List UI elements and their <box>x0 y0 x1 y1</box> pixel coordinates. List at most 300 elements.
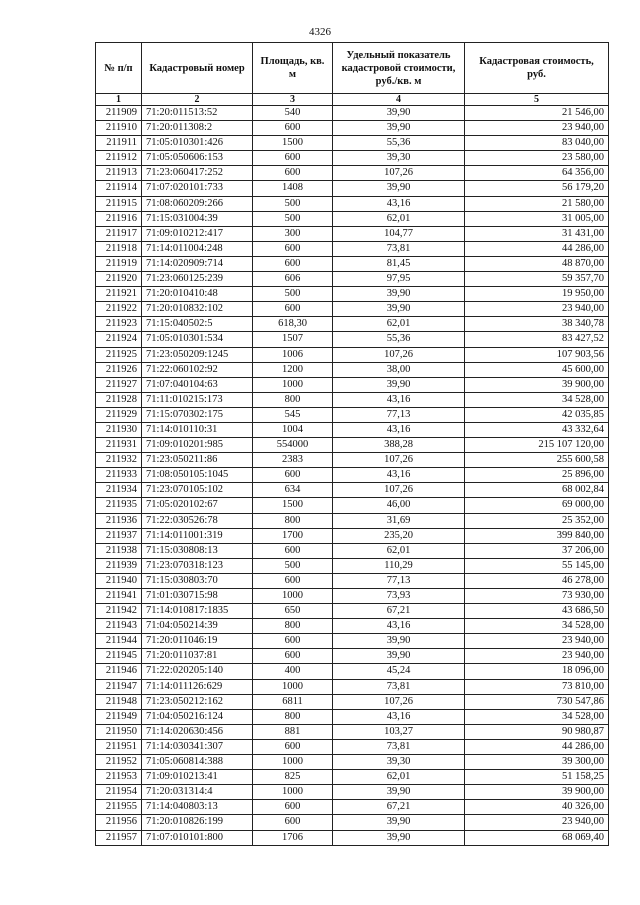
cadastral-value-cell: 83 427,52 <box>465 332 609 347</box>
unit-value-cell: 73,81 <box>333 241 465 256</box>
unit-value-cell: 107,26 <box>333 483 465 498</box>
row-number-cell: 211925 <box>96 347 142 362</box>
row-number-cell: 211955 <box>96 800 142 815</box>
row-number-cell: 211956 <box>96 815 142 830</box>
table-row <box>96 241 609 256</box>
unit-value-cell: 39,90 <box>333 121 465 136</box>
area-cell: 1004 <box>253 422 333 437</box>
row-number-cell: 211951 <box>96 739 142 754</box>
area-cell: 606 <box>253 272 333 287</box>
row-number-cell: 211928 <box>96 392 142 407</box>
row-number-cell: 211936 <box>96 513 142 528</box>
row-number-cell: 211934 <box>96 483 142 498</box>
cadastral-number-cell: 71:23:050211:86 <box>142 453 253 468</box>
area-cell: 634 <box>253 483 333 498</box>
cadastral-value-cell: 40 326,00 <box>465 800 609 815</box>
area-cell: 600 <box>253 241 333 256</box>
cadastral-value-cell: 23 940,00 <box>465 649 609 664</box>
area-cell: 600 <box>253 543 333 558</box>
cadastral-value-cell: 34 528,00 <box>465 392 609 407</box>
row-number-cell: 211948 <box>96 694 142 709</box>
unit-value-cell: 81,45 <box>333 256 465 271</box>
table-row <box>96 196 609 211</box>
row-number-cell: 211914 <box>96 181 142 196</box>
table-row <box>96 332 609 347</box>
unit-value-cell: 39,30 <box>333 755 465 770</box>
table-row <box>96 755 609 770</box>
cadastral-number-cell: 71:20:011513:52 <box>142 106 253 121</box>
row-number-cell: 211909 <box>96 106 142 121</box>
header-cadastral-value: Кадастровая стоимость, руб. <box>465 43 609 94</box>
row-number-cell: 211943 <box>96 619 142 634</box>
table-row <box>96 407 609 422</box>
cadastral-value-cell: 45 600,00 <box>465 362 609 377</box>
area-cell: 800 <box>253 392 333 407</box>
unit-value-cell: 67,21 <box>333 604 465 619</box>
cadastral-value-cell: 44 286,00 <box>465 739 609 754</box>
area-cell: 500 <box>253 558 333 573</box>
area-cell: 600 <box>253 634 333 649</box>
unit-value-cell: 39,90 <box>333 302 465 317</box>
table-row <box>96 362 609 377</box>
unit-value-cell: 39,90 <box>333 634 465 649</box>
unit-value-cell: 77,13 <box>333 407 465 422</box>
area-cell: 600 <box>253 166 333 181</box>
table-row <box>96 453 609 468</box>
cadastral-number-cell: 71:07:040104:63 <box>142 377 253 392</box>
unit-value-cell: 97,95 <box>333 272 465 287</box>
cadastral-number-cell: 71:15:040502:5 <box>142 317 253 332</box>
unit-value-cell: 39,90 <box>333 649 465 664</box>
area-cell: 6811 <box>253 694 333 709</box>
cadastral-value-cell: 59 357,70 <box>465 272 609 287</box>
row-number-cell: 211935 <box>96 498 142 513</box>
unit-value-cell: 39,90 <box>333 785 465 800</box>
cadastral-value-cell: 73 930,00 <box>465 589 609 604</box>
area-cell: 1000 <box>253 589 333 604</box>
table-row <box>96 649 609 664</box>
table-row <box>96 785 609 800</box>
row-number-cell: 211924 <box>96 332 142 347</box>
cadastral-number-cell: 71:07:020101:733 <box>142 181 253 196</box>
area-cell: 618,30 <box>253 317 333 332</box>
cadastral-value-cell: 46 278,00 <box>465 573 609 588</box>
cadastral-number-cell: 71:15:070302:175 <box>142 407 253 422</box>
cadastral-number-cell: 71:15:030808:13 <box>142 543 253 558</box>
cadastral-value-cell: 21 546,00 <box>465 106 609 121</box>
area-cell: 600 <box>253 151 333 166</box>
area-cell: 500 <box>253 196 333 211</box>
cadastral-number-cell: 71:05:010301:426 <box>142 136 253 151</box>
table-row <box>96 589 609 604</box>
area-cell: 1000 <box>253 679 333 694</box>
table-row <box>96 724 609 739</box>
cadastral-number-cell: 71:05:060814:388 <box>142 755 253 770</box>
cadastral-number-cell: 71:14:011001:319 <box>142 528 253 543</box>
cadastral-number-cell: 71:05:050606:153 <box>142 151 253 166</box>
cadastral-value-cell: 68 069,40 <box>465 830 609 845</box>
table-row <box>96 377 609 392</box>
cadastral-number-cell: 71:05:020102:67 <box>142 498 253 513</box>
row-number-cell: 211952 <box>96 755 142 770</box>
table-row <box>96 664 609 679</box>
row-number-cell: 211938 <box>96 543 142 558</box>
cadastral-number-cell: 71:14:011126:629 <box>142 679 253 694</box>
unit-value-cell: 38,00 <box>333 362 465 377</box>
cadastral-value-cell: 55 145,00 <box>465 558 609 573</box>
table-row <box>96 256 609 271</box>
area-cell: 1706 <box>253 830 333 845</box>
unit-value-cell: 104,77 <box>333 226 465 241</box>
cadastral-number-cell: 71:20:011037:81 <box>142 649 253 664</box>
cadastral-value-cell: 25 896,00 <box>465 468 609 483</box>
cadastral-number-cell: 71:14:020630:456 <box>142 724 253 739</box>
table-row <box>96 558 609 573</box>
cadastral-value-cell: 83 040,00 <box>465 136 609 151</box>
row-number-cell: 211944 <box>96 634 142 649</box>
area-cell: 1500 <box>253 498 333 513</box>
area-cell: 600 <box>253 815 333 830</box>
cadastral-value-cell: 21 580,00 <box>465 196 609 211</box>
cadastral-number-cell: 71:23:070105:102 <box>142 483 253 498</box>
cadastral-value-cell: 399 840,00 <box>465 528 609 543</box>
row-number-cell: 211933 <box>96 468 142 483</box>
area-cell: 600 <box>253 800 333 815</box>
area-cell: 1000 <box>253 377 333 392</box>
area-cell: 1000 <box>253 755 333 770</box>
table-row <box>96 573 609 588</box>
table-row <box>96 136 609 151</box>
table-row <box>96 302 609 317</box>
area-cell: 500 <box>253 287 333 302</box>
cadastral-number-cell: 71:20:011046:19 <box>142 634 253 649</box>
area-cell: 600 <box>253 573 333 588</box>
row-number-cell: 211918 <box>96 241 142 256</box>
unit-value-cell: 62,01 <box>333 770 465 785</box>
table-row <box>96 226 609 241</box>
cadastral-number-cell: 71:22:020205:140 <box>142 664 253 679</box>
area-cell: 800 <box>253 709 333 724</box>
unit-value-cell: 43,16 <box>333 709 465 724</box>
row-number-cell: 211953 <box>96 770 142 785</box>
cadastral-number-cell: 71:20:031314:4 <box>142 785 253 800</box>
row-number-cell: 211942 <box>96 604 142 619</box>
row-number-cell: 211946 <box>96 664 142 679</box>
area-cell: 400 <box>253 664 333 679</box>
row-number-cell: 211947 <box>96 679 142 694</box>
unit-value-cell: 55,36 <box>333 136 465 151</box>
area-cell: 1700 <box>253 528 333 543</box>
cadastral-value-cell: 39 900,00 <box>465 377 609 392</box>
table-row <box>96 181 609 196</box>
unit-value-cell: 45,24 <box>333 664 465 679</box>
column-number: 3 <box>253 94 333 106</box>
row-number-cell: 211921 <box>96 287 142 302</box>
cadastral-value-cell: 255 600,58 <box>465 453 609 468</box>
row-number-cell: 211941 <box>96 589 142 604</box>
cadastral-number-cell: 71:20:010410:48 <box>142 287 253 302</box>
table-row <box>96 438 609 453</box>
cadastral-value-table <box>95 42 609 846</box>
table-row <box>96 513 609 528</box>
header-row-number: № п/п <box>96 43 142 94</box>
cadastral-value-cell: 215 107 120,00 <box>465 438 609 453</box>
unit-value-cell: 46,00 <box>333 498 465 513</box>
row-number-cell: 211923 <box>96 317 142 332</box>
row-number-cell: 211912 <box>96 151 142 166</box>
cadastral-number-cell: 71:22:030526:78 <box>142 513 253 528</box>
table-body <box>96 106 609 846</box>
cadastral-number-cell: 71:04:050214:39 <box>142 619 253 634</box>
unit-value-cell: 39,30 <box>333 151 465 166</box>
area-cell: 600 <box>253 256 333 271</box>
unit-value-cell: 55,36 <box>333 332 465 347</box>
unit-value-cell: 73,81 <box>333 679 465 694</box>
unit-value-cell: 39,90 <box>333 377 465 392</box>
area-cell: 800 <box>253 513 333 528</box>
area-cell: 600 <box>253 121 333 136</box>
cadastral-value-cell: 18 096,00 <box>465 664 609 679</box>
area-cell: 881 <box>253 724 333 739</box>
cadastral-value-cell: 31 431,00 <box>465 226 609 241</box>
area-cell: 600 <box>253 302 333 317</box>
cadastral-value-cell: 37 206,00 <box>465 543 609 558</box>
table-row <box>96 634 609 649</box>
cadastral-number-cell: 71:14:040803:13 <box>142 800 253 815</box>
area-cell: 1500 <box>253 136 333 151</box>
cadastral-value-cell: 39 900,00 <box>465 785 609 800</box>
unit-value-cell: 39,90 <box>333 181 465 196</box>
row-number-cell: 211954 <box>96 785 142 800</box>
area-cell: 600 <box>253 468 333 483</box>
row-number-cell: 211929 <box>96 407 142 422</box>
column-number: 4 <box>333 94 465 106</box>
table-row <box>96 679 609 694</box>
cadastral-number-cell: 71:15:030803:70 <box>142 573 253 588</box>
table-row <box>96 483 609 498</box>
column-number: 5 <box>465 94 609 106</box>
cadastral-value-cell: 68 002,84 <box>465 483 609 498</box>
cadastral-number-cell: 71:23:060417:252 <box>142 166 253 181</box>
unit-value-cell: 43,16 <box>333 422 465 437</box>
table-row <box>96 709 609 724</box>
cadastral-number-cell: 71:15:031004:39 <box>142 211 253 226</box>
cadastral-number-cell: 71:14:010110:31 <box>142 422 253 437</box>
unit-value-cell: 31,69 <box>333 513 465 528</box>
cadastral-value-cell: 69 000,00 <box>465 498 609 513</box>
cadastral-number-cell: 71:14:030341:307 <box>142 739 253 754</box>
table-row <box>96 800 609 815</box>
cadastral-number-cell: 71:23:060125:239 <box>142 272 253 287</box>
column-number: 2 <box>142 94 253 106</box>
cadastral-value-cell: 64 356,00 <box>465 166 609 181</box>
header-cadastral-number: Кадастровый номер <box>142 43 253 94</box>
row-number-cell: 211913 <box>96 166 142 181</box>
table-row <box>96 151 609 166</box>
column-number: 1 <box>96 94 142 106</box>
row-number-cell: 211927 <box>96 377 142 392</box>
cadastral-value-cell: 34 528,00 <box>465 619 609 634</box>
column-number-row <box>96 94 609 106</box>
cadastral-value-cell: 90 980,87 <box>465 724 609 739</box>
table-row <box>96 392 609 407</box>
unit-value-cell: 62,01 <box>333 317 465 332</box>
cadastral-number-cell: 71:08:050105:1045 <box>142 468 253 483</box>
cadastral-number-cell: 71:09:010213:41 <box>142 770 253 785</box>
table-row <box>96 604 609 619</box>
cadastral-value-cell: 44 286,00 <box>465 241 609 256</box>
cadastral-number-cell: 71:23:050209:1245 <box>142 347 253 362</box>
table-row <box>96 272 609 287</box>
row-number-cell: 211911 <box>96 136 142 151</box>
table-row <box>96 815 609 830</box>
cadastral-value-cell: 43 686,50 <box>465 604 609 619</box>
row-number-cell: 211930 <box>96 422 142 437</box>
unit-value-cell: 62,01 <box>333 543 465 558</box>
area-cell: 800 <box>253 619 333 634</box>
cadastral-value-cell: 48 870,00 <box>465 256 609 271</box>
area-cell: 554000 <box>253 438 333 453</box>
unit-value-cell: 67,21 <box>333 800 465 815</box>
cadastral-value-cell: 23 940,00 <box>465 302 609 317</box>
unit-value-cell: 43,16 <box>333 619 465 634</box>
area-cell: 1507 <box>253 332 333 347</box>
cadastral-number-cell: 71:14:020909:714 <box>142 256 253 271</box>
table-row <box>96 317 609 332</box>
area-cell: 600 <box>253 739 333 754</box>
cadastral-value-cell: 38 340,78 <box>465 317 609 332</box>
row-number-cell: 211920 <box>96 272 142 287</box>
unit-value-cell: 77,13 <box>333 573 465 588</box>
table-row <box>96 287 609 302</box>
area-cell: 600 <box>253 649 333 664</box>
cadastral-value-cell: 73 810,00 <box>465 679 609 694</box>
table-row <box>96 770 609 785</box>
cadastral-value-cell: 730 547,86 <box>465 694 609 709</box>
unit-value-cell: 107,26 <box>333 694 465 709</box>
cadastral-number-cell: 71:23:070318:123 <box>142 558 253 573</box>
cadastral-number-cell: 71:09:010201:985 <box>142 438 253 453</box>
unit-value-cell: 43,16 <box>333 468 465 483</box>
cadastral-value-cell: 23 940,00 <box>465 121 609 136</box>
cadastral-value-cell: 43 332,64 <box>465 422 609 437</box>
unit-value-cell: 39,90 <box>333 106 465 121</box>
unit-value-cell: 39,90 <box>333 830 465 845</box>
unit-value-cell: 39,90 <box>333 815 465 830</box>
area-cell: 1006 <box>253 347 333 362</box>
table-row <box>96 166 609 181</box>
cadastral-number-cell: 71:14:011004:248 <box>142 241 253 256</box>
area-cell: 650 <box>253 604 333 619</box>
table-row <box>96 619 609 634</box>
area-cell: 2383 <box>253 453 333 468</box>
unit-value-cell: 107,26 <box>333 453 465 468</box>
header-row <box>96 43 609 94</box>
cadastral-value-cell: 23 580,00 <box>465 151 609 166</box>
table-row <box>96 106 609 121</box>
cadastral-value-cell: 42 035,85 <box>465 407 609 422</box>
table-row <box>96 528 609 543</box>
row-number-cell: 211931 <box>96 438 142 453</box>
cadastral-number-cell: 71:20:010832:102 <box>142 302 253 317</box>
row-number-cell: 211949 <box>96 709 142 724</box>
area-cell: 1408 <box>253 181 333 196</box>
unit-value-cell: 62,01 <box>333 211 465 226</box>
cadastral-value-cell: 23 940,00 <box>465 634 609 649</box>
cadastral-value-cell: 31 005,00 <box>465 211 609 226</box>
table-row <box>96 694 609 709</box>
unit-value-cell: 43,16 <box>333 392 465 407</box>
row-number-cell: 211910 <box>96 121 142 136</box>
table-row <box>96 468 609 483</box>
row-number-cell: 211937 <box>96 528 142 543</box>
unit-value-cell: 39,90 <box>333 287 465 302</box>
cadastral-number-cell: 71:05:010301:534 <box>142 332 253 347</box>
cadastral-number-cell: 71:14:010817:1835 <box>142 604 253 619</box>
unit-value-cell: 103,27 <box>333 724 465 739</box>
row-number-cell: 211939 <box>96 558 142 573</box>
cadastral-value-cell: 25 352,00 <box>465 513 609 528</box>
unit-value-cell: 107,26 <box>333 347 465 362</box>
cadastral-number-cell: 71:11:010215:173 <box>142 392 253 407</box>
cadastral-number-cell: 71:04:050216:124 <box>142 709 253 724</box>
row-number-cell: 211932 <box>96 453 142 468</box>
cadastral-number-cell: 71:20:011308:2 <box>142 121 253 136</box>
area-cell: 540 <box>253 106 333 121</box>
table-row <box>96 543 609 558</box>
cadastral-value-cell: 51 158,25 <box>465 770 609 785</box>
row-number-cell: 211957 <box>96 830 142 845</box>
cadastral-number-cell: 71:20:010826:199 <box>142 815 253 830</box>
unit-value-cell: 388,28 <box>333 438 465 453</box>
header-unit-value: Удельный показатель кадастровой стоимости, руб./кв. м <box>333 43 465 94</box>
row-number-cell: 211915 <box>96 196 142 211</box>
table-row <box>96 830 609 845</box>
cadastral-number-cell: 71:23:050212:162 <box>142 694 253 709</box>
area-cell: 1000 <box>253 785 333 800</box>
cadastral-value-cell: 23 940,00 <box>465 815 609 830</box>
row-number-cell: 211950 <box>96 724 142 739</box>
unit-value-cell: 110,29 <box>333 558 465 573</box>
cadastral-number-cell: 71:09:010212:417 <box>142 226 253 241</box>
cadastral-value-cell: 34 528,00 <box>465 709 609 724</box>
row-number-cell: 211940 <box>96 573 142 588</box>
table-row <box>96 347 609 362</box>
unit-value-cell: 235,20 <box>333 528 465 543</box>
area-cell: 825 <box>253 770 333 785</box>
table-row <box>96 422 609 437</box>
unit-value-cell: 73,93 <box>333 589 465 604</box>
cadastral-value-cell: 39 300,00 <box>465 755 609 770</box>
row-number-cell: 211916 <box>96 211 142 226</box>
table-row <box>96 498 609 513</box>
unit-value-cell: 43,16 <box>333 196 465 211</box>
area-cell: 500 <box>253 211 333 226</box>
cadastral-number-cell: 71:01:030715:98 <box>142 589 253 604</box>
unit-value-cell: 107,26 <box>333 166 465 181</box>
table-row <box>96 121 609 136</box>
row-number-cell: 211945 <box>96 649 142 664</box>
page-number: 4326 <box>309 26 331 38</box>
cadastral-value-cell: 19 950,00 <box>465 287 609 302</box>
cadastral-value-cell: 56 179,20 <box>465 181 609 196</box>
area-cell: 545 <box>253 407 333 422</box>
header-area: Площадь, кв. м <box>253 43 333 94</box>
area-cell: 1200 <box>253 362 333 377</box>
row-number-cell: 211919 <box>96 256 142 271</box>
row-number-cell: 211917 <box>96 226 142 241</box>
row-number-cell: 211926 <box>96 362 142 377</box>
